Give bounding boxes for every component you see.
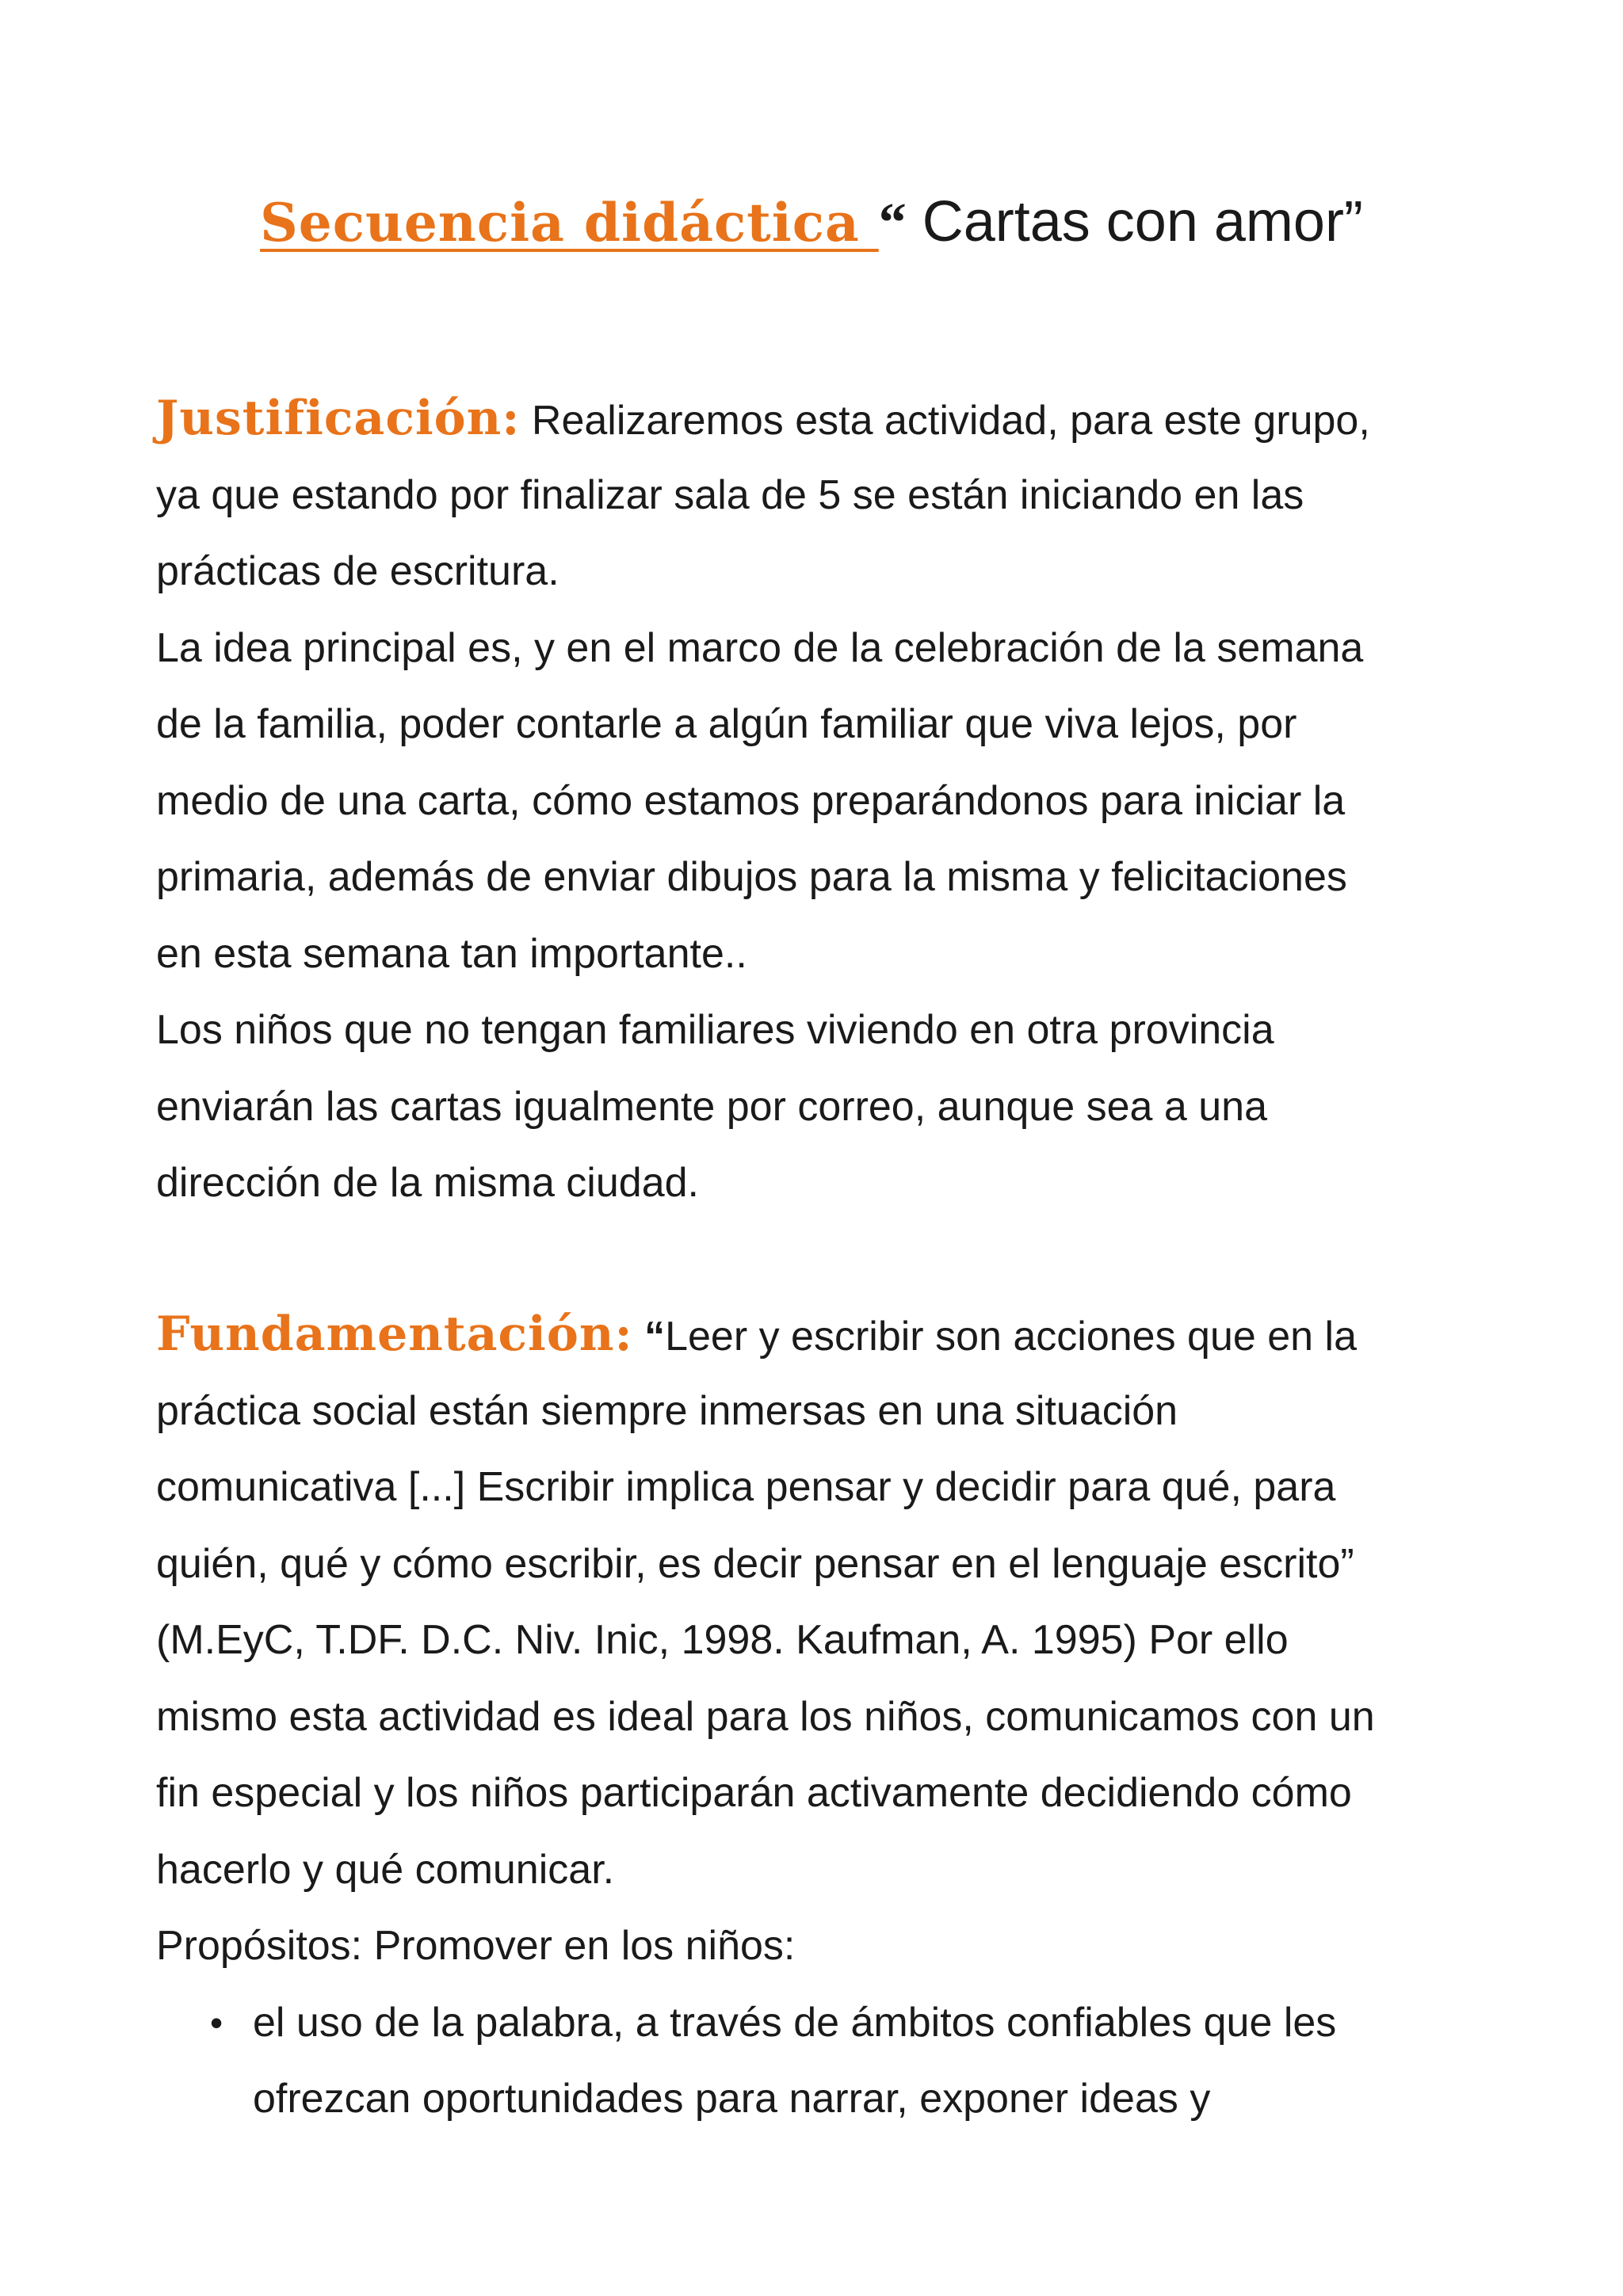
paragraph-line: fin especial y los niños participarán activamente decidiendo cómo: [156, 1770, 1352, 1816]
justificacion-line: [156, 380, 1503, 457]
title-open-quote: “: [878, 193, 907, 254]
justificacion-section: [156, 380, 1503, 1222]
fundamentacion-text: Leer y escribir son acciones que en la: [665, 1314, 1358, 1360]
title-text: Cartas con amor”: [906, 190, 1363, 254]
paragraph-line: comunicativa [...] Escribir implica pensar y decidir para qué, para: [156, 1464, 1336, 1510]
paragraph-line: hacerlo y qué comunicar.: [156, 1846, 615, 1893]
paragraph-line: La idea principal es, y en el marco de la celebración de la semana: [156, 624, 1364, 671]
document-title: [0, 182, 1623, 263]
bullet-text: ofrezcan oportunidades para narrar, exponer ideas y: [253, 2076, 1211, 2122]
paragraph-line: de la familia, poder contarle a algún familiar que viva lejos, por: [156, 701, 1297, 747]
paragraph-line: Los niños que no tengan familiares viviendo en otra provincia: [156, 1007, 1274, 1053]
propositos-label: Propósitos: Promover en los niños:: [156, 1923, 796, 1969]
paragraph-line: quién, qué y cómo escribir, es decir pensar en el lenguaje escrito”: [156, 1540, 1354, 1587]
paragraph-line: enviarán las cartas igualmente por correo, aunque sea a una: [156, 1083, 1267, 1130]
paragraph-line: prácticas de escritura.: [156, 548, 559, 594]
paragraph-line: ya que estando por finalizar sala de 5 se están iniciando en las: [156, 471, 1304, 518]
paragraph-line: medio de una carta, cómo estamos preparándonos para iniciar la: [156, 777, 1346, 824]
justificacion-text: Realizaremos esta actividad, para este grupo,: [520, 398, 1370, 444]
fundamentacion-section: [156, 1296, 1503, 2138]
bullet-text: el uso de la palabra, a través de ámbitos confiables que les: [253, 1999, 1337, 2046]
paragraph-line: primaria, además de enviar dibujos para la misma y felicitaciones: [156, 854, 1347, 900]
bullet-icon: •: [210, 2001, 223, 2043]
paragraph-line: práctica social están siempre inmersas en una situación: [156, 1387, 1178, 1434]
fundamentacion-line: [156, 1296, 1503, 1373]
paragraph-line: mismo esta actividad es ideal para los niños, comunicamos con un: [156, 1693, 1375, 1740]
paragraph-line: en esta semana tan importante..: [156, 930, 747, 977]
bullet-item: [156, 1985, 1503, 2061]
fundamentacion-open-quote: “: [632, 1314, 666, 1360]
title-highlight: Secuencia didáctica: [260, 192, 879, 254]
paragraph-line: (M.EyC, T.DF. D.C. Niv. Inic, 1998. Kaufman, A. 1995) Por ello: [156, 1617, 1289, 1663]
paragraph-line: dirección de la misma ciudad.: [156, 1160, 699, 1206]
fundamentacion-heading: Fundamentación:: [156, 1306, 633, 1362]
bullet-continuation: [156, 2061, 1503, 2138]
justificacion-heading: Justificación:: [156, 391, 521, 446]
